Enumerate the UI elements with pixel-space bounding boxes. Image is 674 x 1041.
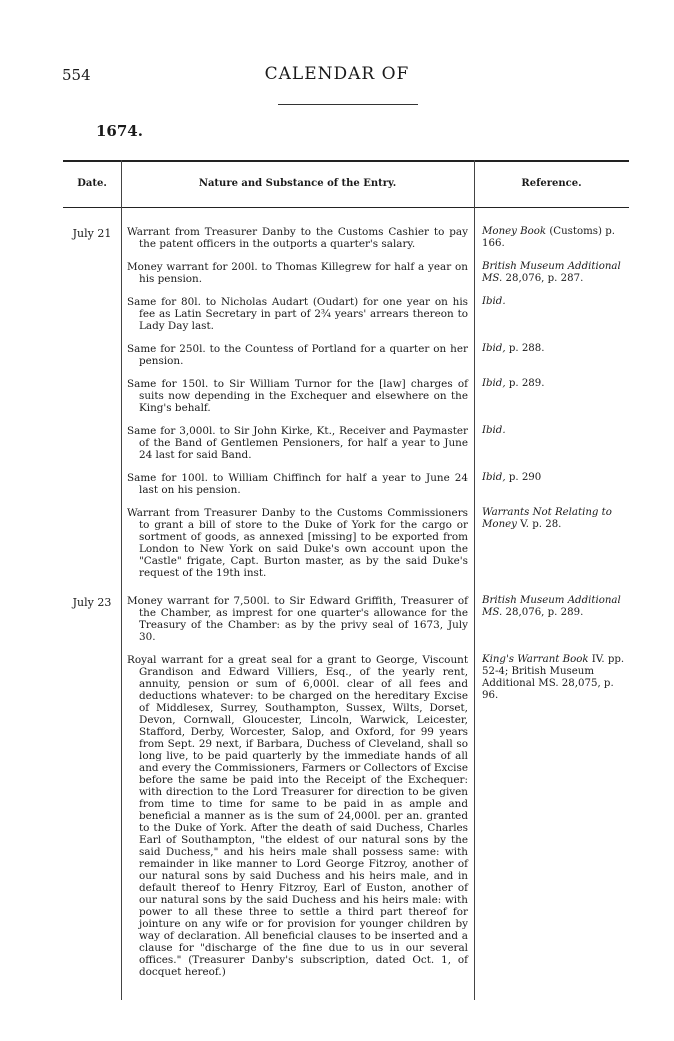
entry-text: Same for 250l. to the Countess of Portland for a quarter on her pension. bbox=[127, 343, 468, 367]
table-row bbox=[63, 296, 629, 332]
table-row bbox=[63, 507, 629, 579]
calendar-table bbox=[63, 160, 629, 1000]
entry-reference: Ibid, p. 289. bbox=[482, 378, 545, 389]
entry-reference: Money Book (Customs) p. 166. bbox=[482, 226, 615, 249]
entry-date bbox=[63, 654, 121, 655]
entry-text: Royal warrant for a great seal for a grant to George, Viscount Grandison and Edward Villiers, Esq., of the yearly rent, annuity, pension or sum of 6,000l. clear of all fees and deductions whatever: to be charged on the hereditary Excise of Middlesex, Surrey, Southampton, Sussex, Wilts, Dorset, Devon, Cornwall, Gloucester, Lincoln, Warwick, Leicester, Stafford, Derby, Worcester, Salop, and Oxford, for 99 years from Sept. 29 next, if Barbara, Duchess of Cleveland, shall so long live, to be paid quarterly by the immediate hands of all and every the Commissioners, Farmers or Collectors of Excise before the same be paid into the Receipt of the Exchequer: with direction to the Lord Treasurer for direction to be given from time to time for same to be paid in as ample and beneficial a manner as is the sum of 24,000l. per an. granted to the Duke of York. After the death of said Duchess, Charles Earl of Southampton, "the eldest of our natural sons by the said Duchess," and his heirs male shall possess same: with remainder in like manner to Lord George Fitzroy, another of our natural sons by said Duchess and his heirs male, and in default thereof to Henry Fitzroy, Earl of Euston, another of our natural sons by the said Duchess and his heirs male: with power to all these three to settle a third part thereof for jointure on any wife or for provision for younger children by way of declaration. All beneficial clauses to be inserted and a clause for "discharge of the fine due to us in our several offices." (Treasurer Danby's subscription, dated Oct. 1, of docquet hereof.) bbox=[127, 654, 468, 978]
entry-reference: Ibid. bbox=[482, 296, 506, 307]
entry-date bbox=[63, 343, 121, 344]
column-header-date: Date. bbox=[77, 178, 107, 189]
year-heading: 1674. bbox=[96, 122, 143, 140]
entry-text: Same for 80l. to Nicholas Audart (Oudart) for one year on his fee as Latin Secretary in part of 2¾ years' arrears thereon to Lady Day last. bbox=[127, 296, 468, 332]
column-header-nature: Nature and Substance of the Entry. bbox=[198, 178, 397, 189]
entry-date: July 21 bbox=[72, 227, 112, 240]
entry-text: Warrant from Treasurer Danby to the Customs Cashier to pay the patent officers in the outports a quarter's salary. bbox=[127, 226, 468, 250]
entry-date bbox=[63, 507, 121, 508]
table-top-rule bbox=[63, 160, 629, 162]
table-row bbox=[63, 378, 629, 414]
entry-text: Same for 100l. to William Chiffinch for half a year to June 24 last on his pension. bbox=[127, 472, 468, 496]
table-row bbox=[63, 226, 629, 250]
entry-text: Same for 150l. to Sir William Turnor for the [law] charges of suits now depending in the Exchequer and elsewhere on the King's behalf. bbox=[127, 378, 468, 414]
running-head: CALENDAR OF bbox=[264, 64, 410, 84]
entry-reference: Ibid. bbox=[482, 425, 506, 436]
header-separator-rule bbox=[63, 207, 629, 208]
table-row bbox=[63, 343, 629, 367]
entry-date bbox=[63, 261, 121, 262]
table-body bbox=[63, 226, 629, 978]
entry-reference: British Museum Additional MS. 28,076, p. 289. bbox=[482, 595, 621, 618]
entry-date bbox=[63, 378, 121, 379]
entry-reference: Ibid, p. 288. bbox=[482, 343, 545, 354]
entry-date: July 23 bbox=[72, 596, 112, 609]
table-row bbox=[63, 425, 629, 461]
entry-text: Money warrant for 7,500l. to Sir Edward Griffith, Treasurer of the Chamber, as imprest for one quarter's allowance for the Treasury of the Chamber: as by the privy seal of 1673, July 30. bbox=[127, 595, 468, 643]
column-header-reference: Reference. bbox=[521, 178, 582, 189]
page-number: 554 bbox=[62, 66, 91, 84]
table-row bbox=[63, 472, 629, 496]
table-row bbox=[63, 595, 629, 643]
entry-text: Same for 3,000l. to Sir John Kirke, Kt., Receiver and Paymaster of the Band of Gentlemen Pensioners, for half a year to June 24 last for said Band. bbox=[127, 425, 468, 461]
entry-reference: King's Warrant Book IV. pp. 52-4; British Museum Additional MS. 28,075, p. 96. bbox=[482, 654, 625, 701]
entry-reference: British Museum Additional MS. 28,076, p. 287. bbox=[482, 261, 621, 284]
header-rule bbox=[278, 104, 418, 105]
entry-reference: Ibid, p. 290 bbox=[482, 472, 542, 483]
table-row bbox=[63, 261, 629, 285]
entry-reference: Warrants Not Relating to Money V. p. 28. bbox=[482, 507, 612, 530]
entry-text: Money warrant for 200l. to Thomas Killegrew for half a year on his pension. bbox=[127, 261, 468, 285]
entry-text: Warrant from Treasurer Danby to the Customs Commissioners to grant a bill of store to the Duke of York for the cargo or sortment of goods, as annexed [missing] to be exported from London to New York on said Duke's own account upon the "Castle" frigate, Capt. Burton master, as by the said Duke's request of the 19th inst. bbox=[127, 507, 468, 579]
entry-date bbox=[63, 472, 121, 473]
table-row bbox=[63, 654, 629, 978]
entry-date bbox=[63, 425, 121, 426]
entry-date bbox=[63, 296, 121, 297]
